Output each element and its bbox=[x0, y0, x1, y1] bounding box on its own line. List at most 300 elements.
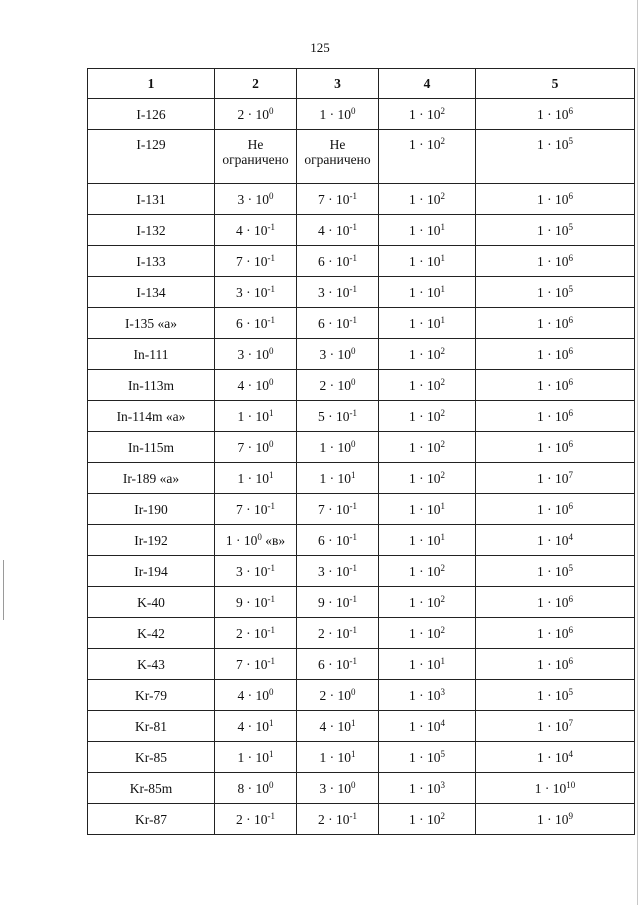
exponent: -1 bbox=[267, 655, 275, 666]
nuclide-cell bbox=[88, 246, 215, 277]
exponent: 1 bbox=[351, 748, 356, 759]
column-2-cell bbox=[215, 556, 297, 587]
exponent: 2 bbox=[440, 624, 445, 635]
column-5-cell bbox=[476, 494, 635, 525]
exponent: 2 bbox=[440, 345, 445, 356]
column-5-cell bbox=[476, 339, 635, 370]
column-4-cell bbox=[379, 401, 476, 432]
mantissa: 1 · 10 bbox=[409, 563, 441, 579]
column-2-cell bbox=[215, 680, 297, 711]
mantissa: 3 · 10 bbox=[318, 284, 350, 300]
nuclide-name: Kr-87 bbox=[135, 811, 167, 827]
nuclide-table bbox=[87, 68, 635, 835]
table-row bbox=[88, 649, 635, 680]
nuclide-name: I-135 «а» bbox=[124, 315, 178, 331]
exponent: -1 bbox=[349, 190, 357, 201]
nuclide-name: K-42 bbox=[137, 625, 165, 641]
mantissa: 1 · 10 bbox=[537, 532, 569, 548]
exponent: 2 bbox=[440, 562, 445, 573]
mantissa: 1 · 10 bbox=[409, 470, 441, 486]
table-body bbox=[88, 99, 635, 835]
mantissa: 2 · 10 bbox=[319, 377, 351, 393]
exponent: -1 bbox=[349, 531, 357, 542]
exponent: -1 bbox=[267, 562, 275, 573]
nuclide-cell bbox=[88, 184, 215, 215]
column-3-cell bbox=[297, 804, 379, 835]
exponent: 4 bbox=[568, 748, 573, 759]
nuclide-cell bbox=[88, 773, 215, 804]
mantissa: 1 · 10 bbox=[537, 625, 569, 641]
exponent: 7 bbox=[568, 717, 573, 728]
mantissa: 1 · 10 bbox=[537, 137, 569, 152]
column-4-cell bbox=[379, 246, 476, 277]
exponent: 1 bbox=[269, 748, 274, 759]
column-5-cell bbox=[476, 680, 635, 711]
column-2-cell bbox=[215, 339, 297, 370]
column-5-cell bbox=[476, 649, 635, 680]
exponent: 0 bbox=[269, 686, 274, 697]
table-row bbox=[88, 432, 635, 463]
exponent: 6 bbox=[568, 500, 573, 511]
exponent: 2 bbox=[440, 810, 445, 821]
column-4-cell bbox=[379, 742, 476, 773]
exponent: 1 bbox=[351, 717, 356, 728]
column-5-cell bbox=[476, 432, 635, 463]
mantissa: 3 · 10 bbox=[236, 284, 268, 300]
column-5-cell bbox=[476, 308, 635, 339]
mantissa: 9 · 10 bbox=[318, 594, 350, 610]
exponent: 4 bbox=[440, 717, 445, 728]
column-2-cell bbox=[215, 401, 297, 432]
column-4-cell bbox=[379, 711, 476, 742]
exponent: 6 bbox=[568, 105, 573, 116]
table-row bbox=[88, 401, 635, 432]
exponent: -1 bbox=[349, 314, 357, 325]
exponent: 2 bbox=[440, 469, 445, 480]
nuclide-cell bbox=[88, 711, 215, 742]
exponent: -1 bbox=[349, 593, 357, 604]
nuclide-cell bbox=[88, 215, 215, 246]
exponent: 5 bbox=[440, 748, 445, 759]
exponent: 9 bbox=[568, 810, 573, 821]
nuclide-name: Ir-192 bbox=[134, 532, 168, 548]
column-4-cell bbox=[379, 680, 476, 711]
table-row bbox=[88, 184, 635, 215]
mantissa: 1 · 10 bbox=[409, 749, 441, 765]
mantissa: 2 · 10 bbox=[236, 811, 268, 827]
column-3-cell bbox=[297, 184, 379, 215]
mantissa: 1 · 10 bbox=[409, 625, 441, 641]
column-5-cell bbox=[476, 525, 635, 556]
mantissa: 5 · 10 bbox=[318, 408, 350, 424]
exponent: 6 bbox=[568, 655, 573, 666]
table-row bbox=[88, 618, 635, 649]
nuclide-name: I-134 bbox=[136, 284, 166, 300]
column-3-cell bbox=[297, 649, 379, 680]
column-3-cell bbox=[297, 711, 379, 742]
column-3-cell bbox=[297, 277, 379, 308]
column-header: 4 bbox=[379, 69, 476, 99]
nuclide-name: I-132 bbox=[136, 222, 166, 238]
exponent: 5 bbox=[568, 136, 573, 146]
exponent: 0 bbox=[351, 779, 356, 790]
column-4-cell bbox=[379, 587, 476, 618]
nuclide-name: Kr-85 bbox=[135, 749, 167, 765]
table-row bbox=[88, 339, 635, 370]
table-row bbox=[88, 463, 635, 494]
mantissa: 7 · 10 bbox=[236, 253, 268, 269]
table-row bbox=[88, 587, 635, 618]
exponent: -1 bbox=[349, 252, 357, 263]
exponent: 6 bbox=[568, 593, 573, 604]
exponent: 6 bbox=[568, 190, 573, 201]
nuclide-cell bbox=[88, 556, 215, 587]
mantissa: 1 · 10 bbox=[319, 749, 351, 765]
mantissa: 1 · 10 bbox=[537, 749, 569, 765]
nuclide-name: In-114m «а» bbox=[116, 408, 186, 424]
nuclide-cell bbox=[88, 649, 215, 680]
column-2-cell bbox=[215, 463, 297, 494]
nuclide-name: In-111 bbox=[133, 346, 169, 362]
mantissa: 7 · 10 bbox=[237, 439, 269, 455]
exponent: 10 bbox=[566, 779, 576, 790]
column-3-cell bbox=[297, 680, 379, 711]
exponent: 0 bbox=[269, 105, 274, 116]
nuclide-cell bbox=[88, 494, 215, 525]
column-3-cell bbox=[297, 463, 379, 494]
mantissa: 3 · 10 bbox=[319, 780, 351, 796]
column-2-cell bbox=[215, 618, 297, 649]
nuclide-name: Kr-85m bbox=[129, 780, 173, 796]
mantissa: 1 · 10 bbox=[409, 811, 441, 827]
exponent: 3 bbox=[440, 686, 445, 697]
exponent: 1 bbox=[351, 469, 356, 480]
column-2-cell bbox=[215, 742, 297, 773]
nuclide-name: Kr-79 bbox=[135, 687, 167, 703]
column-4-cell bbox=[379, 618, 476, 649]
exponent: 0 bbox=[269, 345, 274, 356]
nuclide-name: Ir-194 bbox=[134, 563, 168, 579]
mantissa: 4 · 10 bbox=[318, 222, 350, 238]
exponent: -1 bbox=[267, 500, 275, 511]
table-row bbox=[88, 494, 635, 525]
column-header: 3 bbox=[297, 69, 379, 99]
exponent: 1 bbox=[269, 717, 274, 728]
exponent: -1 bbox=[267, 593, 275, 604]
exponent: -1 bbox=[349, 810, 357, 821]
column-4-cell bbox=[379, 184, 476, 215]
exponent: 6 bbox=[568, 624, 573, 635]
mantissa: 6 · 10 bbox=[318, 532, 350, 548]
mantissa: 6 · 10 bbox=[318, 253, 350, 269]
mantissa: 1 · 10 bbox=[537, 470, 569, 486]
column-3-cell bbox=[297, 525, 379, 556]
exponent: 0 bbox=[351, 345, 356, 356]
exponent: 0 bbox=[351, 438, 356, 449]
table-row bbox=[88, 804, 635, 835]
exponent: 6 bbox=[568, 345, 573, 356]
exponent: 6 bbox=[568, 252, 573, 263]
column-4-cell bbox=[379, 130, 476, 184]
mantissa: 1 · 10 bbox=[409, 656, 441, 672]
mantissa: 1 · 10 bbox=[409, 718, 441, 734]
exponent: 2 bbox=[440, 190, 445, 201]
column-4-cell bbox=[379, 277, 476, 308]
column-4-cell bbox=[379, 804, 476, 835]
nuclide-cell bbox=[88, 401, 215, 432]
mantissa: 1 · 10 bbox=[537, 594, 569, 610]
exponent: -1 bbox=[267, 624, 275, 635]
exponent: 5 bbox=[568, 221, 573, 232]
page-number: 125 bbox=[310, 40, 330, 55]
exponent: 0 bbox=[351, 376, 356, 387]
mantissa: 1 · 10 bbox=[537, 563, 569, 579]
mantissa: 1 · 10 bbox=[409, 594, 441, 610]
column-header: 5 bbox=[476, 69, 635, 99]
column-3-cell bbox=[297, 130, 379, 184]
column-5-cell bbox=[476, 742, 635, 773]
column-3-cell bbox=[297, 618, 379, 649]
exponent: 1 bbox=[440, 500, 445, 511]
column-4-cell bbox=[379, 773, 476, 804]
exponent: 6 bbox=[568, 438, 573, 449]
column-3-cell bbox=[297, 773, 379, 804]
mantissa: 1 · 10 bbox=[537, 656, 569, 672]
table-row bbox=[88, 308, 635, 339]
column-3-cell bbox=[297, 215, 379, 246]
mantissa: 6 · 10 bbox=[318, 315, 350, 331]
mantissa: 4 · 10 bbox=[236, 222, 268, 238]
mantissa: 1 · 10 bbox=[237, 749, 269, 765]
table-row bbox=[88, 556, 635, 587]
exponent: 6 bbox=[568, 376, 573, 387]
column-5-cell bbox=[476, 370, 635, 401]
nuclide-cell bbox=[88, 742, 215, 773]
nuclide-cell bbox=[88, 804, 215, 835]
nuclide-name: I-133 bbox=[136, 253, 166, 269]
exponent: 2 bbox=[440, 438, 445, 449]
column-5-cell bbox=[476, 401, 635, 432]
table-row bbox=[88, 99, 635, 130]
exponent: -1 bbox=[349, 283, 357, 294]
mantissa: 1 · 10 bbox=[409, 346, 441, 362]
mantissa: 1 · 10 bbox=[537, 106, 569, 122]
column-5-cell bbox=[476, 556, 635, 587]
nuclide-name: In-115m bbox=[128, 439, 174, 455]
mantissa: 4 · 10 bbox=[237, 718, 269, 734]
table-row bbox=[88, 773, 635, 804]
exponent: -1 bbox=[267, 221, 275, 232]
exponent: -1 bbox=[349, 655, 357, 666]
exponent: 2 bbox=[440, 593, 445, 604]
nuclide-name: I-126 bbox=[136, 106, 166, 122]
exponent: -1 bbox=[349, 500, 357, 511]
mantissa: 1 · 10 bbox=[409, 284, 441, 300]
mantissa: 1 · 10 bbox=[537, 718, 569, 734]
exponent: 2 bbox=[440, 376, 445, 387]
mantissa: 3 · 10 bbox=[236, 563, 268, 579]
column-4-cell bbox=[379, 649, 476, 680]
column-2-cell bbox=[215, 277, 297, 308]
table-header-row bbox=[88, 69, 635, 99]
exponent: 4 bbox=[568, 531, 573, 542]
nuclide-name: I-131 bbox=[136, 191, 166, 207]
column-header: 2 bbox=[215, 69, 297, 99]
mantissa: 1 · 10 bbox=[409, 408, 441, 424]
nuclide-cell bbox=[88, 130, 215, 184]
table-row bbox=[88, 711, 635, 742]
scan-edge-line bbox=[637, 0, 638, 905]
mantissa: 1 · 10 bbox=[409, 106, 441, 122]
mantissa: 1 · 10 bbox=[409, 780, 441, 796]
exponent: -1 bbox=[349, 562, 357, 573]
column-2-cell bbox=[215, 215, 297, 246]
exponent: 3 bbox=[440, 779, 445, 790]
nuclide-cell bbox=[88, 99, 215, 130]
mantissa: 1 · 10 bbox=[319, 106, 351, 122]
column-4-cell bbox=[379, 556, 476, 587]
column-4-cell bbox=[379, 215, 476, 246]
exponent: 2 bbox=[440, 136, 445, 146]
exponent: 0 bbox=[269, 438, 274, 449]
column-2-cell bbox=[215, 432, 297, 463]
column-4-cell bbox=[379, 463, 476, 494]
column-2-cell bbox=[215, 494, 297, 525]
mantissa: 1 · 10 bbox=[537, 811, 569, 827]
mantissa: 7 · 10 bbox=[236, 501, 268, 517]
nuclide-name: K-40 bbox=[137, 594, 165, 610]
column-3-cell bbox=[297, 494, 379, 525]
mantissa: 1 · 10 bbox=[409, 501, 441, 517]
exponent: 5 bbox=[568, 283, 573, 294]
column-5-cell bbox=[476, 184, 635, 215]
column-3-cell bbox=[297, 401, 379, 432]
column-2-cell bbox=[215, 587, 297, 618]
mantissa: 1 · 10 bbox=[537, 284, 569, 300]
mantissa: 7 · 10 bbox=[318, 191, 350, 207]
nuclide-cell bbox=[88, 525, 215, 556]
mantissa: 7 · 10 bbox=[318, 501, 350, 517]
column-2-cell bbox=[215, 525, 297, 556]
mantissa: 1 · 10 bbox=[409, 439, 441, 455]
exponent: 0 bbox=[269, 779, 274, 790]
exponent: 0 bbox=[257, 531, 262, 542]
exponent: 2 bbox=[440, 407, 445, 418]
exponent: 1 bbox=[269, 469, 274, 480]
column-5-cell bbox=[476, 711, 635, 742]
column-2-cell bbox=[215, 804, 297, 835]
exponent: -1 bbox=[349, 624, 357, 635]
table-row bbox=[88, 277, 635, 308]
mantissa: 4 · 10 bbox=[237, 687, 269, 703]
nuclide-cell bbox=[88, 370, 215, 401]
column-5-cell bbox=[476, 215, 635, 246]
nuclide-cell bbox=[88, 463, 215, 494]
mantissa: 1 · 10 bbox=[537, 501, 569, 517]
column-4-cell bbox=[379, 308, 476, 339]
mantissa: 1 · 10 bbox=[537, 191, 569, 207]
column-2-cell bbox=[215, 773, 297, 804]
nuclide-cell bbox=[88, 587, 215, 618]
nuclide-name: Ir-189 «а» bbox=[122, 470, 180, 486]
mantissa: 1 · 10 bbox=[319, 439, 351, 455]
exponent: 1 bbox=[440, 531, 445, 542]
table-row bbox=[88, 130, 635, 184]
column-2-cell bbox=[215, 99, 297, 130]
mantissa: 1 · 10 bbox=[537, 346, 569, 362]
exponent: 1 bbox=[440, 221, 445, 232]
exponent: 1 bbox=[440, 283, 445, 294]
exponent: 6 bbox=[568, 407, 573, 418]
exponent: 5 bbox=[568, 686, 573, 697]
exponent: -1 bbox=[267, 252, 275, 263]
column-5-cell bbox=[476, 804, 635, 835]
mantissa: 1 · 10 bbox=[225, 532, 258, 548]
mantissa: 4 · 10 bbox=[319, 718, 351, 734]
nuclide-cell bbox=[88, 277, 215, 308]
mantissa: 2 · 10 bbox=[236, 625, 268, 641]
mantissa: 1 · 10 bbox=[537, 687, 569, 703]
exponent: -1 bbox=[349, 407, 357, 418]
nuclide-name: Kr-81 bbox=[135, 718, 167, 734]
exponent: 0 bbox=[351, 105, 356, 116]
exponent: 1 bbox=[440, 655, 445, 666]
column-4-cell bbox=[379, 525, 476, 556]
column-3-cell bbox=[297, 308, 379, 339]
exponent: 2 bbox=[440, 105, 445, 116]
mantissa: 7 · 10 bbox=[236, 656, 268, 672]
column-4-cell bbox=[379, 432, 476, 463]
mantissa: 1 · 10 bbox=[237, 470, 269, 486]
exponent: 1 bbox=[440, 252, 445, 263]
column-5-cell bbox=[476, 773, 635, 804]
nuclide-name: Ir-190 bbox=[134, 501, 168, 517]
mantissa: 1 · 10 bbox=[409, 377, 441, 393]
exponent: -1 bbox=[267, 810, 275, 821]
column-5-cell bbox=[476, 463, 635, 494]
nuclide-cell bbox=[88, 618, 215, 649]
column-3-cell bbox=[297, 742, 379, 773]
table-row bbox=[88, 215, 635, 246]
mantissa: 8 · 10 bbox=[237, 780, 269, 796]
table-row bbox=[88, 246, 635, 277]
mantissa: 2 · 10 bbox=[319, 687, 351, 703]
table-row bbox=[88, 525, 635, 556]
mantissa: 6 · 10 bbox=[236, 315, 268, 331]
mantissa: 1 · 10 bbox=[537, 253, 569, 269]
nuclide-name: I-129 bbox=[136, 137, 166, 152]
mantissa: 1 · 10 bbox=[237, 408, 269, 424]
column-2-cell bbox=[215, 184, 297, 215]
mantissa: 3 · 10 bbox=[319, 346, 351, 362]
column-5-cell bbox=[476, 99, 635, 130]
nuclide-name: K-43 bbox=[137, 656, 165, 672]
mantissa: 1 · 10 bbox=[409, 253, 441, 269]
column-5-cell bbox=[476, 587, 635, 618]
column-4-cell bbox=[379, 370, 476, 401]
exponent: 0 bbox=[269, 376, 274, 387]
mantissa: 1 · 10 bbox=[409, 222, 441, 238]
mantissa: 1 · 10 bbox=[537, 439, 569, 455]
column-2-cell bbox=[215, 308, 297, 339]
table-row bbox=[88, 742, 635, 773]
mantissa: 1 · 10 bbox=[537, 222, 569, 238]
exponent: 6 bbox=[568, 314, 573, 325]
exponent: 1 bbox=[440, 314, 445, 325]
mantissa: 1 · 10 bbox=[409, 191, 441, 207]
mantissa: 3 · 10 bbox=[237, 191, 269, 207]
mantissa: 1 · 10 bbox=[537, 377, 569, 393]
